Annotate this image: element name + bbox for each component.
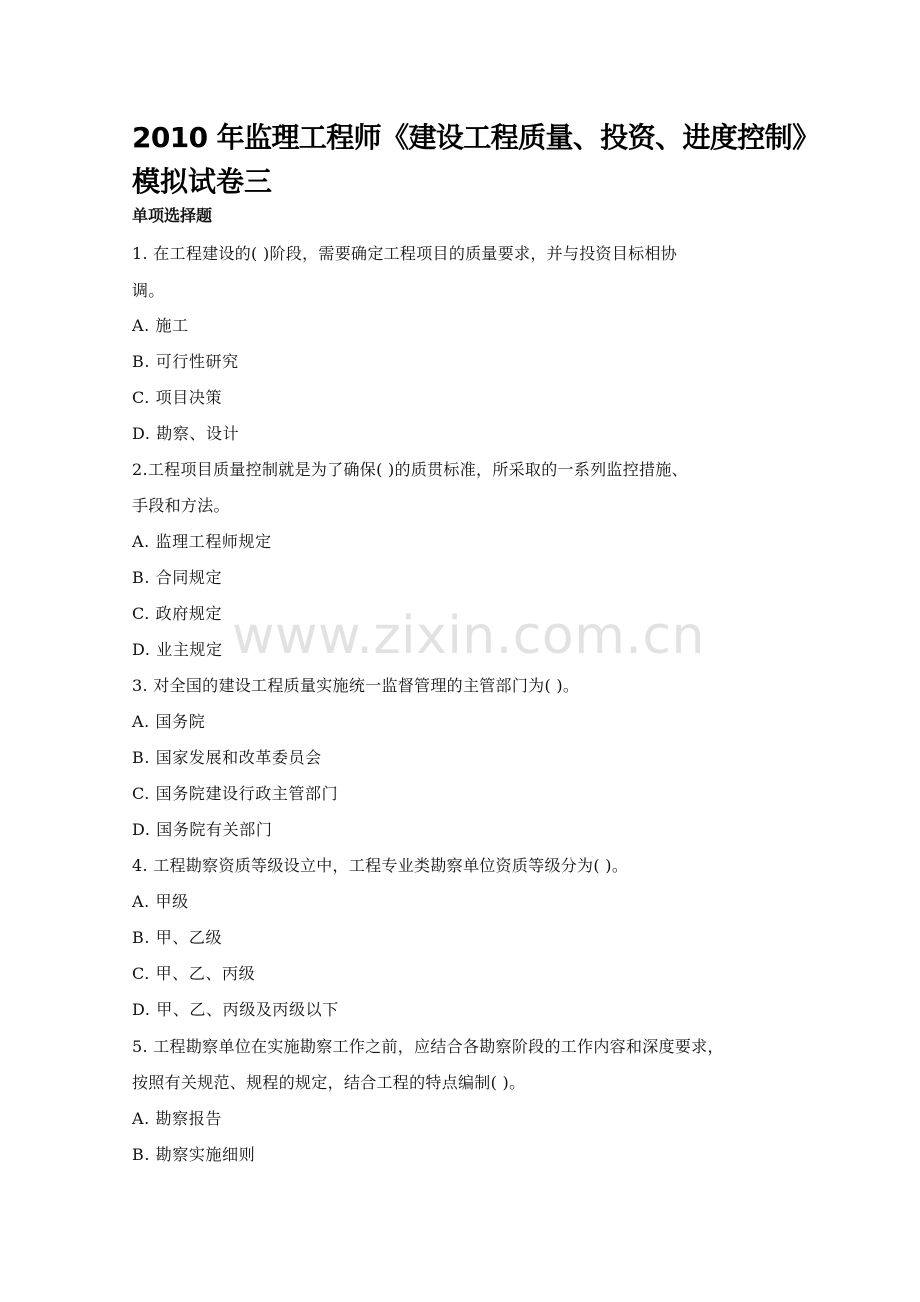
title-line-2: 模拟试卷三	[132, 165, 273, 198]
question-1-stem-line-1: 1. 在工程建设的( )阶段，需要确定工程项目的质量要求，并与投资目标相协	[132, 244, 678, 263]
question-2-option-d: D. 业主规定	[132, 640, 223, 659]
section-heading: 单项选择题	[132, 206, 213, 225]
question-3-option-b: B. 国家发展和改革委员会	[132, 748, 322, 767]
question-3-option-a: A. 国务院	[132, 712, 206, 731]
question-4-option-c: C. 甲、乙、丙级	[132, 964, 256, 983]
question-3-option-d: D. 国务院有关部门	[132, 820, 273, 839]
question-2-option-a: A. 监理工程师规定	[132, 532, 272, 551]
question-1-option-d: D. 勘察、设计	[132, 424, 240, 443]
question-2-option-b: B. 合同规定	[132, 568, 223, 587]
question-4-option-d: D. 甲、乙、丙级及丙级以下	[132, 1000, 339, 1019]
document-title	[132, 116, 832, 204]
question-5-stem-line-1: 5. 工程勘察单位在实施勘察工作之前，应结合各勘察阶段的工作内容和深度要求，	[132, 1037, 724, 1056]
question-2-stem-line-1: 2.工程项目质量控制就是为了确保( )的质贯标准，所采取的一系列监控措施、	[132, 460, 688, 479]
question-4-option-b: B. 甲、乙级	[132, 928, 223, 947]
question-1-option-b: B. 可行性研究	[132, 352, 239, 371]
question-1-option-c: C. 项目决策	[132, 388, 223, 407]
title-line-1: 2010 年监理工程师《建设工程质量、投资、进度控制》	[132, 121, 820, 154]
question-5-stem-line-2: 按照有关规范、规程的规定，结合工程的特点编制( )。	[132, 1073, 526, 1092]
question-3-stem-line-1: 3. 对全国的建设工程质量实施统一监督管理的主管部门为( )。	[132, 676, 580, 695]
question-5-option-a: A. 勘察报告	[132, 1109, 222, 1128]
watermark-text: www.zixin.com.cn	[232, 606, 705, 666]
question-4-stem-line-1: 4. 工程勘察资质等级设立中，工程专业类勘察单位资质等级分为( )。	[132, 856, 629, 875]
question-2-option-c: C. 政府规定	[132, 604, 223, 623]
question-1-stem-line-2: 调。	[132, 281, 165, 300]
question-4-option-a: A. 甲级	[132, 892, 189, 911]
question-5-option-b: B. 勘察实施细则	[132, 1145, 256, 1164]
question-1-option-a: A. 施工	[132, 316, 189, 335]
question-2-stem-line-2: 手段和方法。	[132, 496, 230, 515]
question-3-option-c: C. 国务院建设行政主管部门	[132, 784, 339, 803]
